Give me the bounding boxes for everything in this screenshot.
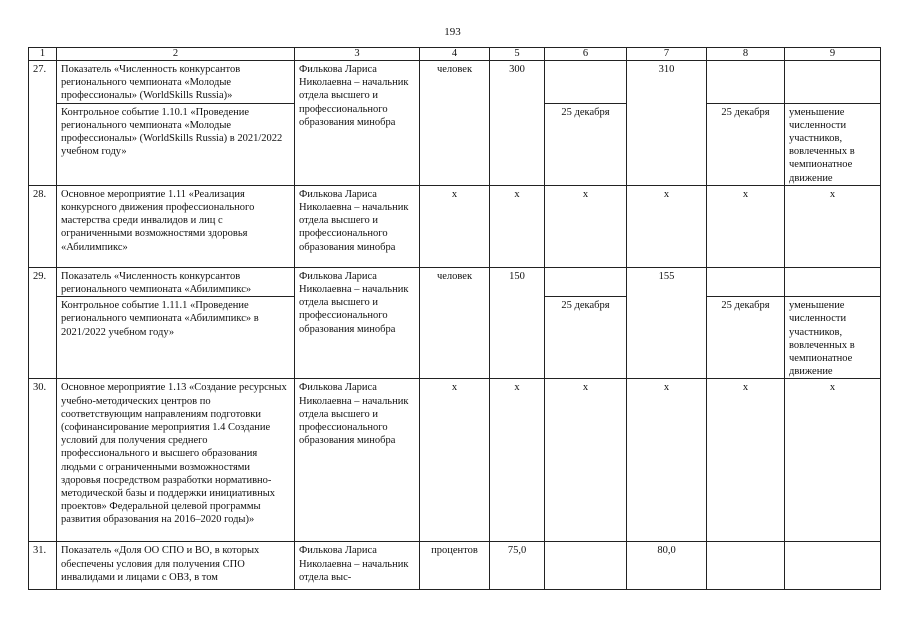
column-header: 6 [545, 48, 627, 61]
row-number: 31. [29, 542, 57, 590]
value-cell: 80,0 [627, 542, 707, 590]
value-cell: 150 [490, 267, 545, 379]
value-cell: 310 [627, 61, 707, 186]
date-cell: 25 декабря [707, 297, 785, 379]
control-event-text: Контрольное событие 1.11.1 «Проведение регионального чемпионата «Абилимпикс» в 2021/2022 учебном году» [57, 297, 295, 379]
x-mark: x [545, 379, 627, 542]
value-cell: 155 [627, 267, 707, 379]
x-mark: x [707, 185, 785, 267]
indicator-text: Показатель «Численность конкурсантов регионального чемпионата «Абилимпикс» [57, 267, 295, 296]
table-row [29, 542, 881, 590]
value-cell: 300 [490, 61, 545, 186]
x-mark: x [785, 379, 881, 542]
indicator-text: Показатель «Доля ОО СПО и ВО, в которых обеспечены условия для получения СПО инвалидами и лицами с ОВЗ, в том [57, 542, 295, 590]
responsible-person: Филькова Лариса Николаевна – начальник отдела высшего и профессионального образования минобра [295, 61, 420, 186]
header-row [29, 48, 881, 61]
column-header: 9 [785, 48, 881, 61]
table-row [29, 185, 881, 267]
row-number: 30. [29, 379, 57, 542]
responsible-person: Филькова Лариса Николаевна – начальник отдела высшего и профессионального образования минобра [295, 379, 420, 542]
x-mark: x [785, 185, 881, 267]
unit-cell: человек [420, 267, 490, 379]
x-mark: x [490, 379, 545, 542]
value-cell: 75,0 [490, 542, 545, 590]
column-header: 2 [57, 48, 295, 61]
empty-cell [545, 542, 627, 590]
empty-cell [545, 61, 627, 104]
x-mark: x [627, 185, 707, 267]
x-mark: x [490, 185, 545, 267]
responsible-person: Филькова Лариса Николаевна – начальник отдела высшего и профессионального образования минобра [295, 185, 420, 267]
row-number: 27. [29, 61, 57, 186]
result-cell: уменьшение численности участников, вовлеченных в чемпионатное движение [785, 297, 881, 379]
control-event-text: Контрольное событие 1.10.1 «Проведение регионального чемпионата «Молодые профессионалы» (WorldSkills Russia) в 2021/2022 учебном году» [57, 103, 295, 185]
x-mark: x [707, 379, 785, 542]
empty-cell [707, 61, 785, 104]
empty-cell [707, 542, 785, 590]
empty-cell [785, 267, 881, 296]
table-row [29, 379, 881, 542]
row-number: 28. [29, 185, 57, 267]
page-number: 193 [444, 26, 461, 38]
table-row [29, 267, 881, 296]
empty-cell [545, 267, 627, 296]
x-mark: x [627, 379, 707, 542]
unit-cell: человек [420, 61, 490, 186]
column-header: 5 [490, 48, 545, 61]
column-header: 7 [627, 48, 707, 61]
column-header: 4 [420, 48, 490, 61]
activity-text: Основное мероприятие 1.11 «Реализация конкурсного движения профессионального мастерства среди инвалидов и лиц с ограниченными возможностями здоровья «Абилимпикс» [57, 185, 295, 267]
empty-cell [785, 61, 881, 104]
main-table [28, 47, 881, 590]
date-cell: 25 декабря [545, 103, 627, 185]
date-cell: 25 декабря [545, 297, 627, 379]
responsible-person: Филькова Лариса Николаевна – начальник отдела высшего и профессионального образования минобра [295, 267, 420, 379]
indicator-text: Показатель «Численность конкурсантов регионального чемпионата «Молодые профессионалы» (WorldSkills Russia)» [57, 61, 295, 104]
empty-cell [785, 542, 881, 590]
row-number: 29. [29, 267, 57, 379]
x-mark: x [420, 185, 490, 267]
responsible-person: Филькова Лариса Николаевна – начальник отдела выс- [295, 542, 420, 590]
activity-text: Основное мероприятие 1.13 «Создание ресурсных учебно-методических центров по соответствующим направлениям подготовки (софинансирование мероприятия 1.4 Создание условий для получения среднего профессионального и высшего образования людьми с ограниченными возможностями здоровья посредством разработки нормативно-методической базы и поддержки инициативных проектов» Федеральной целевой программы развития образования на 2016–2020 годы)» [57, 379, 295, 542]
x-mark: x [420, 379, 490, 542]
x-mark: x [545, 185, 627, 267]
column-header: 3 [295, 48, 420, 61]
unit-cell: процентов [420, 542, 490, 590]
column-header: 1 [29, 48, 57, 61]
date-cell: 25 декабря [707, 103, 785, 185]
column-header: 8 [707, 48, 785, 61]
result-cell: уменьшение численности участников, вовлеченных в чемпионатное движение [785, 103, 881, 185]
empty-cell [707, 267, 785, 296]
table-row [29, 61, 881, 104]
